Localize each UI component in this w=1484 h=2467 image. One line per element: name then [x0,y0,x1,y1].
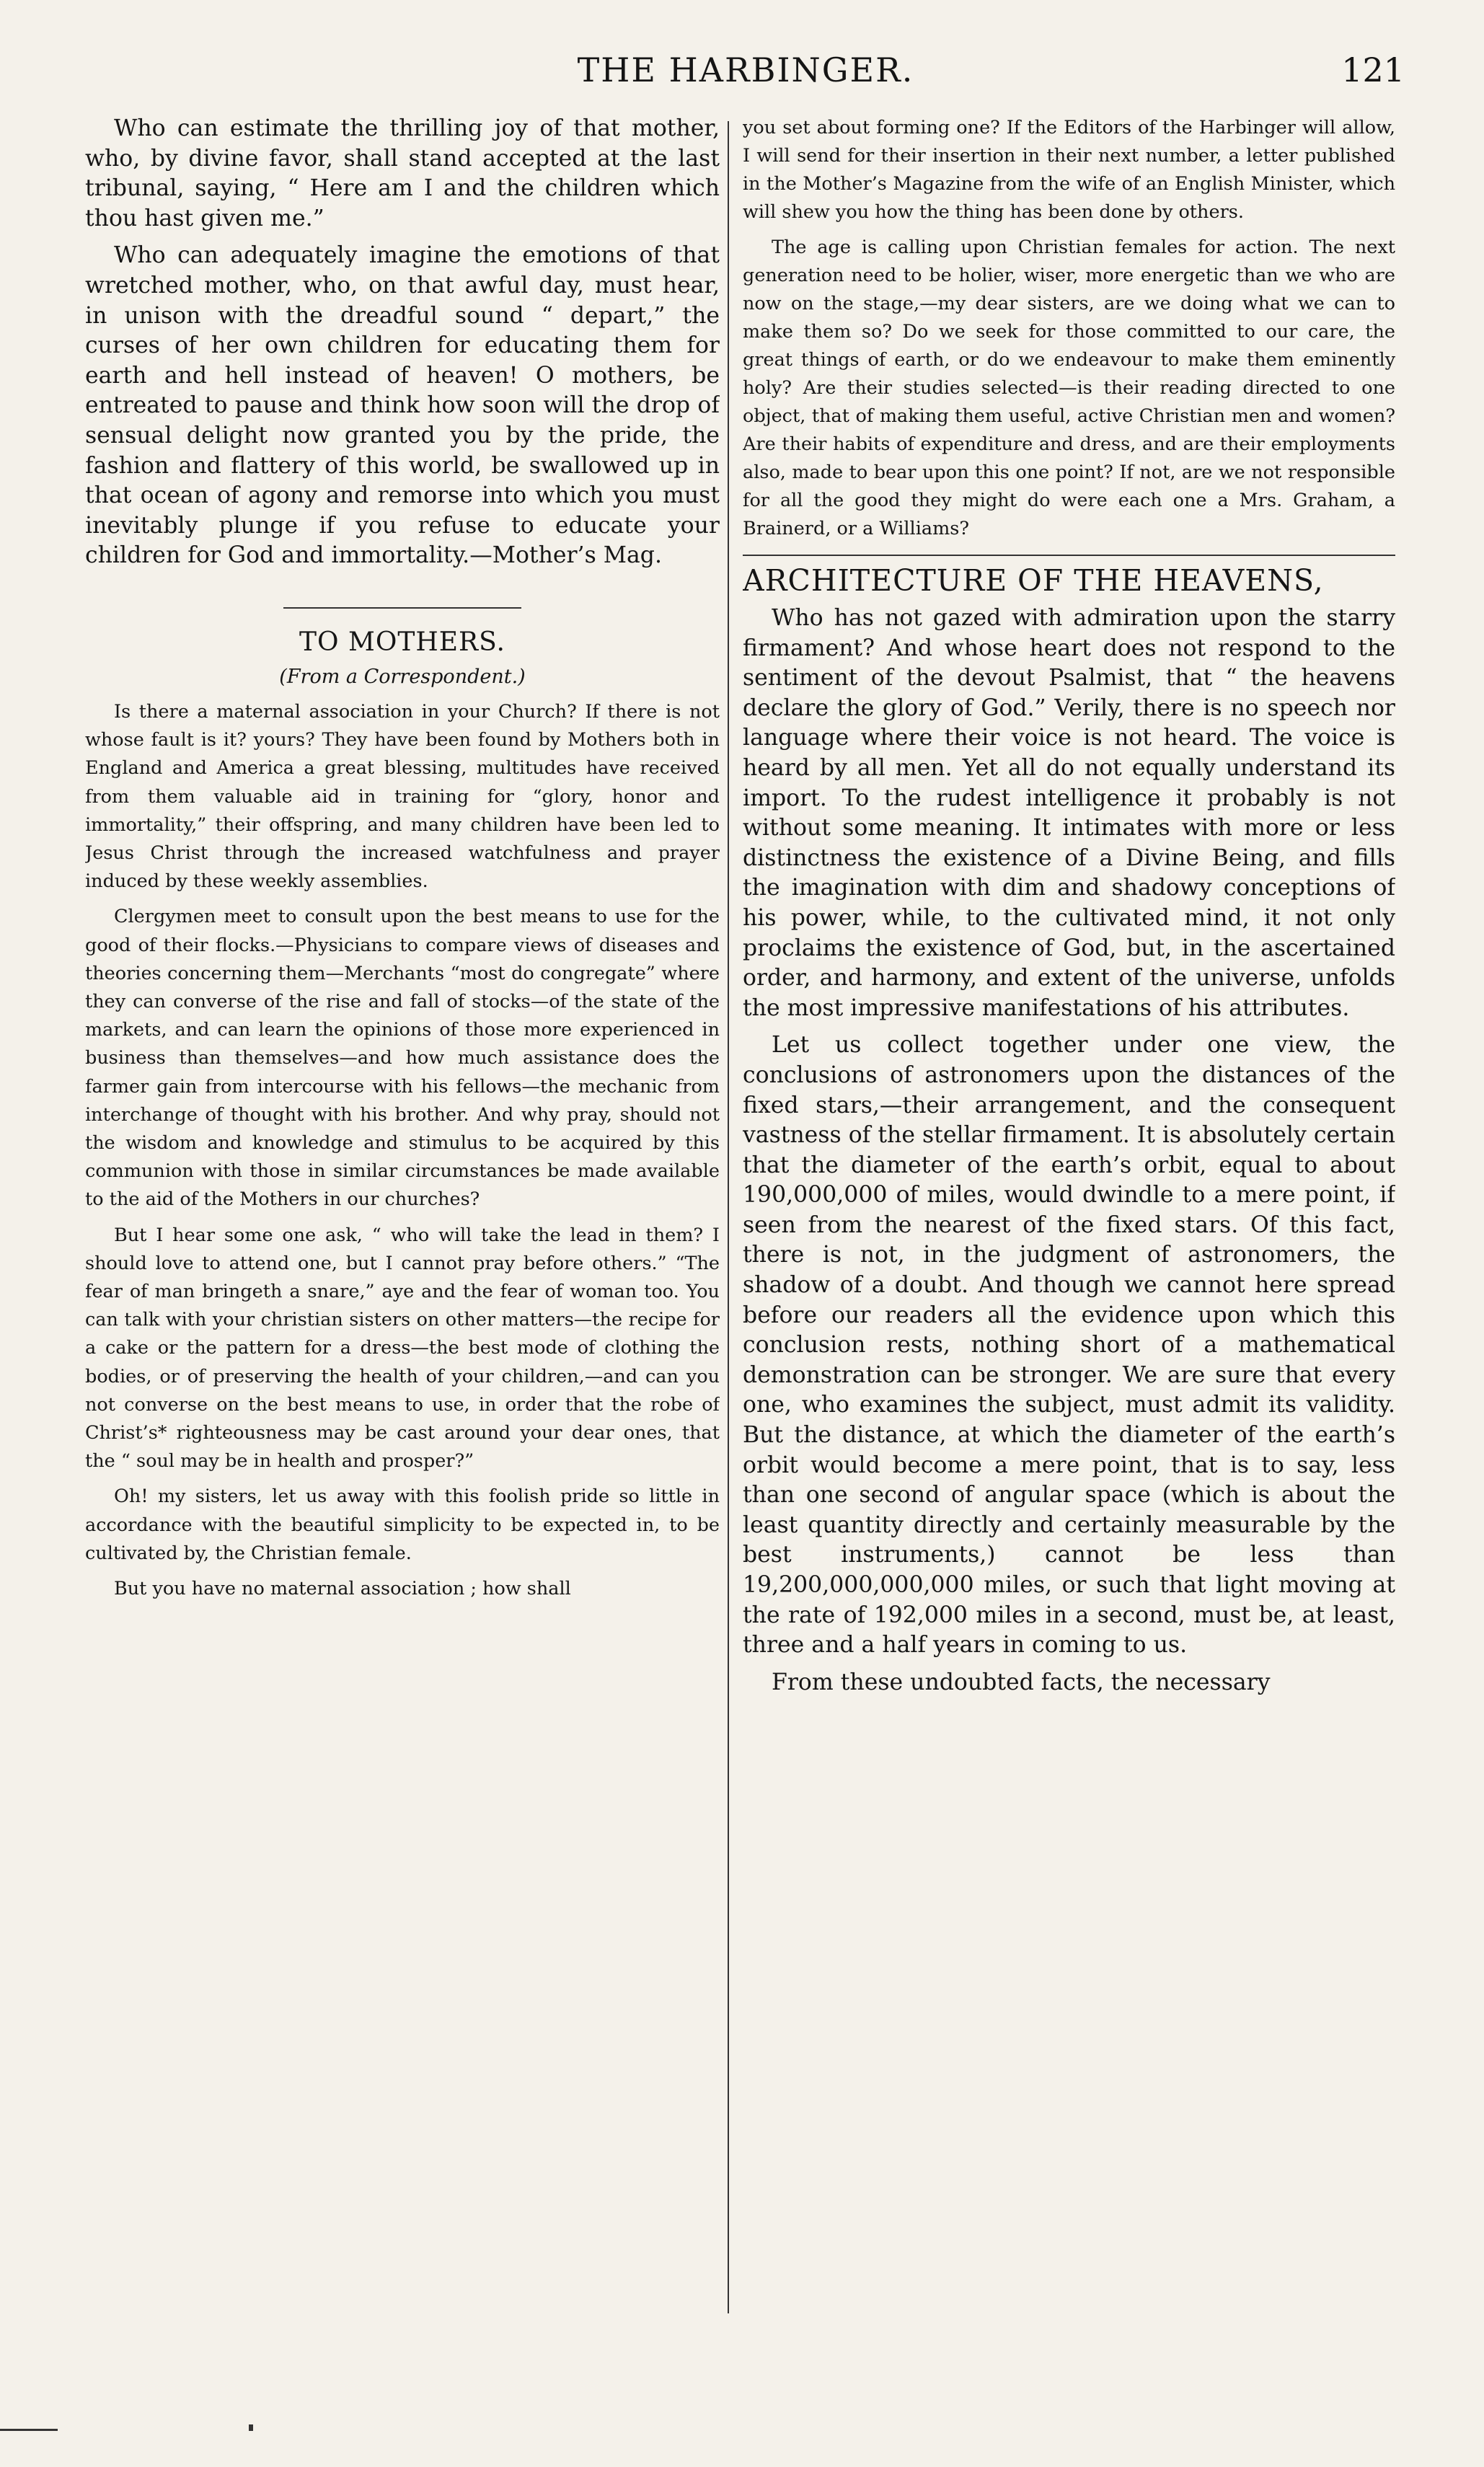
article-paragraph: Is there a maternal association in your Church? If there is not whose fault is it? yours? They have been found by Mothers both in England and America a great blessing, multitudes have received from them valuable aid in training for “glory, honor and immortality,” their offspring, and many children have been led to Jesus Christ through the increased watchfulness and prayer induced by these weekly assemblies. [85,700,720,893]
article-paragraph: But you have no maternal association ; how shall [114,1578,571,1599]
page-number: 121 [1341,50,1405,89]
article-paragraph: Oh! my sisters, let us away with this foolish pride so little in accordance with the beautiful simplicity to be expected in, to be cultivated by, the Christian female. [85,1486,720,1564]
article-paragraph: From these undoubted facts, the necessary [772,1669,1271,1695]
footer-mark [249,2424,253,2431]
article-byline: (From a Correspondent.) [279,665,526,688]
publication-title: THE HARBINGER. [577,50,914,89]
running-head [87,50,1405,101]
article-title-to-mothers: TO MOTHERS. [299,627,505,657]
column-divider [728,121,729,2313]
intro-paragraph: Who can adequately imagine the emotions of that wretched mother, who, on that awful day, must hear, in unison with the dreadful sound “ depart,” the curses of her own children for educating them for earth and hell instead of heaven! O mothers, be entreated to pause and think how soon will the drop of sensual delight now granted you by the pride, the fashion and flattery of this world, be swallowed up in that ocean of agony and remorse into which you must inevitably plunge if you refuse to educate your children for God and immortality.—Mother’s Mag. [85,242,720,569]
intro-paragraph: Who can estimate the thrilling joy of that mother, who, by divine favor, shall stand accepted at the last tribunal, saying, “ Here am I and the children which thou hast given me.” [85,115,720,231]
article-paragraph: Who has not gazed with admiration upon the starry firmament? And whose heart does not respond to the sentiment of the devout Psalmist, that “ the heavens declare the glory of God.” Verily, there is no speech nor language where their voice is not heard. The voice is heard by all men. Yet all do not equally understand its import. To the rudest intelligence it probably is not without some meaning. It intimates with more or less distinctness the existence of a Divine Being, and fills the imagination with dim and shadowy conceptions of his power, while, to the cultivated mind, it not only proclaims the existence of God, but, in the ascertained order, and harmony, and extent of the universe, unfolds the most impressive manifestations of his attributes. [743,605,1395,1021]
article-paragraph: Clergymen meet to consult upon the best means to use for the good of their flocks.—Physicians to compare views of diseases and theories concerning them—Merchants “most do congregate” where they can converse of the rise and fall of stocks—of the state of the markets, and can learn the opinions of those more experienced in business than themselves—and how much assistance does the farmer gain from intercourse with his fellows—the mechanic from interchange of thought with his brother. And why pray, should not the wisdom and knowledge and stimulus to be acquired by this communion with those in similar circumstances be made available to the aid of the Mothers in our churches? [85,906,720,1211]
section-rule [743,555,1395,556]
continued-paragraph: The age is calling upon Christian females for action. The next generation need to be holier, wiser, more energetic than we who are now on the stage,—my dear sisters, are we doing what we can to make them so? Do we seek for those committed to our care, the great things of earth, or do we endeavour to make them eminently holy? Are their studies selected—is their reading directed to one object, that of making them useful, active Christian men and women? Are their habits of expenditure and dress, and are their employments also, made to bear upon this one point? If not, are we not responsible for all the good they might do were each one a Mrs. Graham, a Brainerd, or a Williams? [743,237,1395,539]
article-paragraph: Let us collect together under one view, the conclusions of astronomers upon the distances of the fixed stars,—their arrangement, and the consequent vastness of the stellar firmament. It is absolutely certain that the diameter of the earth’s orbit, equal to about 190,000,000 of miles, would dwindle to a mere point, if seen from the nearest of the fixed stars. Of this fact, there is not, in the judgment of astronomers, the shadow of a doubt. And though we cannot here spread before our readers all the evidence upon which this conclusion rests, nothing short of a mathematical demonstration can be stronger. We are sure that every one, who examines the subject, must admit its validity. But the distance, at which the diameter of the earth’s orbit would become a mere point, that is to say, less than one second of angular space (which is about the least quantity directly and certainly measurable by the best instruments,) cannot be less than 19,200,000,000,000 miles, or such that light moving at the rate of 192,000 miles in a second, must be, at least, three and a half years in coming to us. [743,1032,1395,1659]
continued-paragraph: you set about forming one? If the Editors of the Harbinger will allow, I will send for their insertion in their next number, a letter published in the Mother’s Magazine from the wife of an English Minister, which will shew you how the thing has been done by others. [743,117,1395,223]
article-title-architecture: ARCHITECTURE OF THE HEAVENS, [743,563,1324,598]
left-column [85,114,720,2313]
right-column [743,114,1395,2313]
section-rule [283,607,521,609]
footer-rule [0,2429,58,2431]
article-paragraph: But I hear some one ask, “ who will take the lead in them? I should love to attend one, but I cannot pray before others.” “The fear of man bringeth a snare,” aye and the fear of woman too. You can talk with your christian sisters on other matters—the recipe for a cake or the pattern for a dress—the best mode of clothing the bodies, or of preserving the health of your children,—and can you not converse on the best means to use, in order that the robe of Christ’s* righteousness may be cast around your dear ones, that the “ soul may be in health and prosper?” [85,1224,720,1473]
